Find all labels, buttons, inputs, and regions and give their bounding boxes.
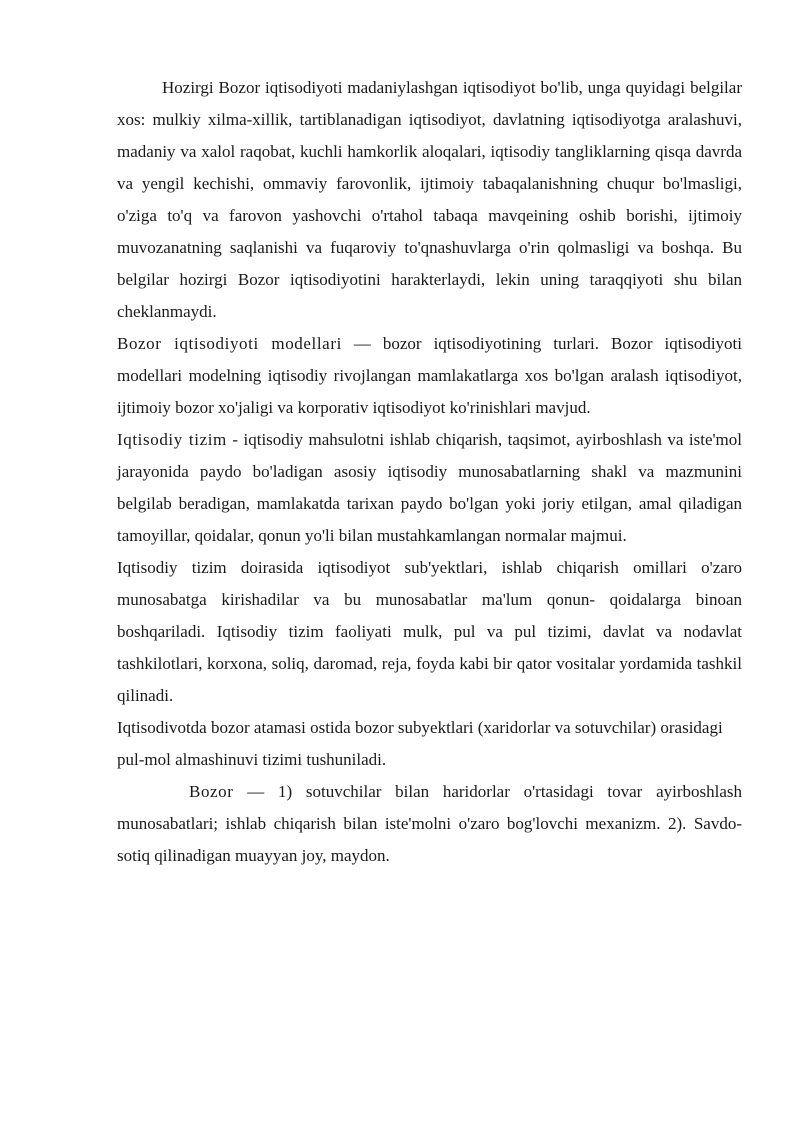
term-market: Bozor: [189, 782, 234, 801]
paragraph-text: Iqtisodiy tizim doirasida iqtisodiyot sub'yektlari, ishlab chiqarish omillari o'zaro munosabatga kirishadilar va bu munosabatlar ma'lum qonun- qoidalarga binoan boshqariladi. Iqtisodiy tizim faoliyati mulk, pul va pul tizimi, davlat va nodavlat tashkilotlari, korxona, soliq, daromad, reja, foyda kabi bir qator vositalar yordamida tashkil qilinadi.: [117, 558, 742, 705]
term-economic-system: Iqtisodiy tizim: [117, 430, 227, 449]
paragraph-economic-system-scope: [117, 552, 742, 712]
paragraph-market-definition: [117, 776, 742, 872]
paragraph-text: — bozor iqtisodiyotining turlari. Bozor iqtisodiyoti modellari modelning iqtisodiy rivojlangan mamlakatlarga xos bo'lgan aralash iqtisodiyot, ijtimoiy bozor xo'jaligi va korporativ iqtisodiyot ko'rinishlari mavjud.: [117, 334, 742, 417]
paragraph-text: Hozirgi Bozor iqtisodiyoti madaniylashgan iqtisodiyot bo'lib, unga quyidagi belgilar xos: mulkiy xilma-xillik, tartiblanadigan iqtisodiyot, davlatning iqtisodiyotga aralashuvi, madaniy va xalol raqobat, kuchli hamkorlik aloqalari, iqtisodiy tangliklarning qisqa davrda va yengil kechishi, ommaviy farovonlik, ijtimoiy tabaqalanishning chuqur bo'lmasligi, o'ziga to'q va farovon yashovchi o'rtahol tabaqa mavqeining oshib borishi, ijtimoiy muvozanatning saqlanishi va fuqaroviy to'qnashuvlarga o'rin qolmasligi va boshqa. Bu belgilar hozirgi Bozor iqtisodiyotini harakterlaydi, lekin uning taraqqiyoti shu bilan cheklanmaydi.: [117, 78, 742, 321]
paragraph-market-economy-models: [117, 328, 742, 424]
paragraph-text: Iqtisodivotda bozor atamasi ostida bozor subyektlari (xaridorlar va sotuvchilar) orasidagi pul-mol almashinuvi tizimi tushuniladi.: [117, 718, 723, 769]
paragraph-text: — 1) sotuvchilar bilan haridorlar o'rtasidagi tovar ayirboshlash munosabatlari; ishlab chiqarish bilan iste'molni o'zaro bog'lovchi mexanizm. 2). Savdo-sotiq qilinadigan muayyan joy, maydon.: [117, 782, 742, 865]
paragraph-text: - iqtisodiy mahsulotni ishlab chiqarish, taqsimot, ayirboshlash va iste'mol jarayonida paydo bo'ladigan asosiy iqtisodiy munosabatlarning shakl va mazmunini belgilab beradigan, mamlakatda tarixan paydo bo'lgan yoki joriy etilgan, amal qiladigan tamoyillar, qoidalar, qonun yo'li bilan mustahkamlangan normalar majmui.: [117, 430, 742, 545]
document-body: [117, 72, 742, 872]
paragraph-modern-market-economy: [117, 72, 742, 328]
paragraph-economic-system-definition: [117, 424, 742, 552]
term-market-economy-models: Bozor iqtisodiyoti modellari: [117, 334, 342, 353]
paragraph-market-term: [117, 712, 742, 776]
